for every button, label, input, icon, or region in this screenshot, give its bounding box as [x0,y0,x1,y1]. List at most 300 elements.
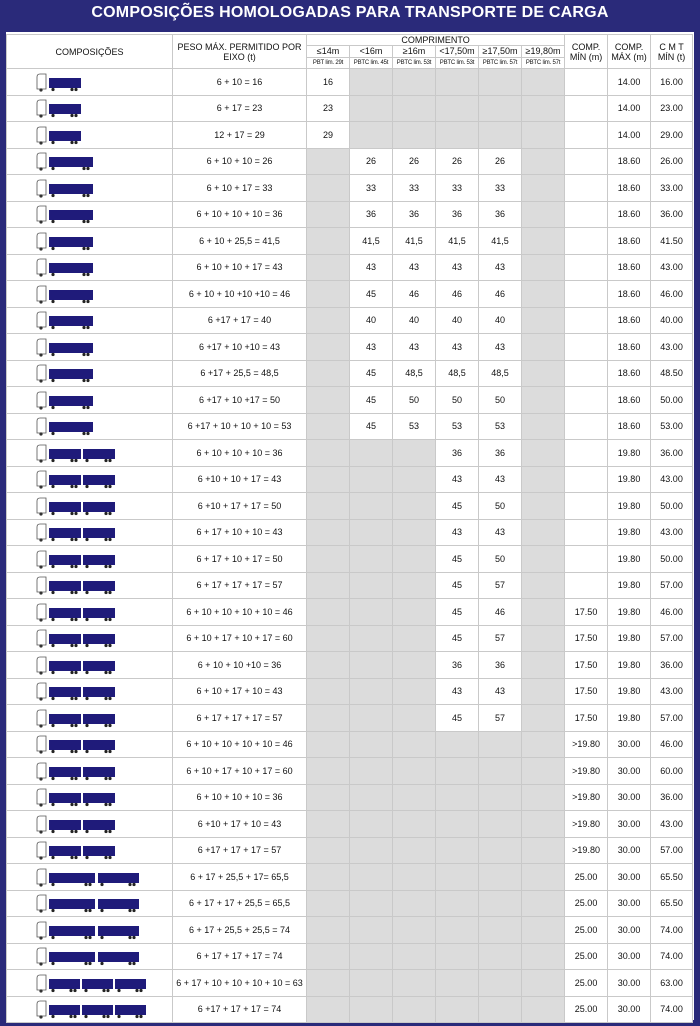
comp-max-cell: 30.00 [608,837,651,864]
length-cell: 43 [393,254,436,281]
length-cell [350,996,393,1023]
length-cell [307,678,350,705]
cmt-min-cell: 65.50 [651,864,693,891]
comp-max-cell: 30.00 [608,864,651,891]
table-row [7,413,693,440]
rigid-truck-icon [7,122,173,149]
table-row [7,731,693,758]
peso-cell: 6 + 10 + 17 = 33 [173,175,307,202]
cmt-min-cell: 57.00 [651,705,693,732]
comp-max-cell: 19.80 [608,652,651,679]
length-cell [307,254,350,281]
comp-min-cell [565,493,608,520]
peso-cell: 6 + 10 + 10 = 26 [173,148,307,175]
length-cell: 36 [479,652,522,679]
table-row [7,69,693,96]
table-row [7,546,693,573]
cmt-min-cell: 43.00 [651,254,693,281]
cmt-min-cell: 74.00 [651,943,693,970]
length-cell: 57 [479,705,522,732]
length-cell: 45 [436,705,479,732]
table-row [7,996,693,1023]
cmt-min-cell: 60.00 [651,758,693,785]
compositions-table [6,34,693,1023]
comp-min-cell [565,387,608,414]
length-cell: 26 [350,148,393,175]
cmt-min-cell: 43.00 [651,466,693,493]
comp-min-cell [565,334,608,361]
table-row [7,784,693,811]
header-comp-max: COMP. MÁX (m) [608,35,651,69]
length-cell [307,413,350,440]
length-cell [522,334,565,361]
comp-max-cell: 30.00 [608,970,651,997]
length-col-4: <17,50m [436,46,479,58]
length-cell [307,493,350,520]
cmt-min-cell: 40.00 [651,307,693,334]
comp-min-cell [565,440,608,467]
peso-cell: 12 + 17 = 29 [173,122,307,149]
length-cell [436,890,479,917]
length-cell [436,864,479,891]
cmt-min-cell: 48.50 [651,360,693,387]
length-cell [307,970,350,997]
peso-cell: 6 + 17 + 17 + 25,5 = 65,5 [173,890,307,917]
length-cell: 57 [479,572,522,599]
cmt-min-cell: 46.00 [651,731,693,758]
cmt-min-cell: 53.00 [651,413,693,440]
peso-cell: 6 +17 + 17 + 17 = 74 [173,996,307,1023]
length-cell: 26 [479,148,522,175]
length-cell [522,519,565,546]
header-cmt-min: C M T MÍN (t) [651,35,693,69]
comp-max-cell: 18.60 [608,254,651,281]
comp-max-cell: 19.80 [608,546,651,573]
double-trailer-icon [7,705,173,732]
length-cell: 41,5 [436,228,479,255]
length-cell [350,519,393,546]
long-combination-icon [7,864,173,891]
length-cell [307,519,350,546]
peso-cell: 6 + 17 + 10 + 17 = 50 [173,546,307,573]
comp-max-cell: 30.00 [608,890,651,917]
semi-trailer-icon [7,360,173,387]
semi-trailer-icon [7,228,173,255]
length-cell [393,519,436,546]
triple-trailer-icon [7,996,173,1023]
length-cell [522,122,565,149]
length-cell: 40 [436,307,479,334]
comp-max-cell: 19.80 [608,466,651,493]
peso-cell: 6 + 17 + 10 + 10 = 43 [173,519,307,546]
peso-cell: 6 +17 + 17 = 40 [173,307,307,334]
length-cell [350,466,393,493]
length-cell [350,970,393,997]
length-cell [307,917,350,944]
comp-min-cell [565,281,608,308]
table-row [7,758,693,785]
cmt-min-cell: 33.00 [651,175,693,202]
comp-min-cell [565,572,608,599]
peso-cell: 6 +17 + 10 + 10 + 10 = 53 [173,413,307,440]
length-cell [350,837,393,864]
length-cell [522,625,565,652]
length-cell [307,281,350,308]
table-row [7,307,693,334]
length-cell [307,996,350,1023]
double-trailer-icon [7,678,173,705]
peso-cell: 6 + 10 + 25,5 = 41,5 [173,228,307,255]
cmt-min-cell: 57.00 [651,837,693,864]
double-trailer-icon [7,440,173,467]
length-cell [522,69,565,96]
length-col-5: ≥17,50m [479,46,522,58]
length-cell [522,95,565,122]
double-trailer-icon [7,837,173,864]
cmt-min-cell: 43.00 [651,334,693,361]
length-cell: 46 [479,281,522,308]
length-cell: 36 [393,201,436,228]
length-cell: 36 [350,201,393,228]
length-cell [479,864,522,891]
length-cell [436,970,479,997]
table-row [7,705,693,732]
comp-max-cell: 19.80 [608,599,651,626]
length-cell [307,175,350,202]
cmt-min-cell: 50.00 [651,493,693,520]
cmt-min-cell: 41.50 [651,228,693,255]
limit-col-5: PBTC lim. 57t [479,58,522,69]
length-cell: 57 [479,625,522,652]
peso-cell: 6 +10 + 17 + 10 = 43 [173,811,307,838]
comp-min-cell: 17.50 [565,652,608,679]
length-cell [522,201,565,228]
length-cell: 45 [350,413,393,440]
length-cell: 46 [479,599,522,626]
length-cell [436,996,479,1023]
length-cell [522,784,565,811]
table-row [7,837,693,864]
comp-min-cell [565,307,608,334]
length-cell [350,811,393,838]
table-row [7,890,693,917]
comp-max-cell: 30.00 [608,996,651,1023]
peso-cell: 6 +10 + 17 + 17 = 50 [173,493,307,520]
length-cell [479,122,522,149]
length-cell [522,387,565,414]
peso-cell: 6 +10 + 10 + 17 = 43 [173,466,307,493]
comp-max-cell: 19.80 [608,519,651,546]
comp-min-cell: 25.00 [565,996,608,1023]
length-cell [350,122,393,149]
length-cell [307,466,350,493]
double-trailer-icon [7,546,173,573]
length-cell [350,652,393,679]
peso-cell: 6 + 10 + 10 + 10 = 36 [173,440,307,467]
comp-max-cell: 18.60 [608,360,651,387]
length-cell [522,175,565,202]
cmt-min-cell: 36.00 [651,652,693,679]
table-row [7,519,693,546]
length-cell [479,69,522,96]
length-cell [522,148,565,175]
length-cell: 40 [350,307,393,334]
length-cell [307,943,350,970]
peso-cell: 6 + 10 + 10 + 10 + 10 = 46 [173,599,307,626]
cmt-min-cell: 23.00 [651,95,693,122]
length-cell: 36 [436,201,479,228]
peso-cell: 6 + 10 + 10 +10 +10 = 46 [173,281,307,308]
length-cell [307,599,350,626]
cmt-min-cell: 36.00 [651,440,693,467]
table-row [7,466,693,493]
length-cell [522,572,565,599]
peso-cell: 6 + 17 + 17 + 17 = 74 [173,943,307,970]
comp-min-cell [565,360,608,387]
table-row [7,387,693,414]
triple-trailer-icon [7,970,173,997]
table-row [7,228,693,255]
length-cell [522,705,565,732]
page-title: COMPOSIÇÕES HOMOLOGADAS PARA TRANSPORTE DE CARGA [91,4,609,21]
length-cell [522,466,565,493]
length-cell: 45 [436,599,479,626]
double-trailer-icon [7,625,173,652]
length-cell [307,148,350,175]
length-cell [522,413,565,440]
length-cell [350,546,393,573]
cmt-min-cell: 74.00 [651,917,693,944]
comp-max-cell: 18.60 [608,413,651,440]
length-cell [522,254,565,281]
cmt-min-cell: 26.00 [651,148,693,175]
length-cell [522,996,565,1023]
comp-max-cell: 30.00 [608,758,651,785]
length-cell [479,784,522,811]
length-cell: 36 [436,440,479,467]
length-cell: 45 [436,493,479,520]
length-cell: 43 [479,254,522,281]
peso-cell: 6 + 17 + 10 + 10 + 10 + 10 = 63 [173,970,307,997]
length-cell [307,572,350,599]
length-cell [350,917,393,944]
length-cell [307,360,350,387]
comp-min-cell [565,519,608,546]
length-cell [307,705,350,732]
table-row [7,201,693,228]
length-cell [307,837,350,864]
comp-min-cell [565,228,608,255]
length-cell [307,758,350,785]
length-cell [436,731,479,758]
comp-max-cell: 30.00 [608,784,651,811]
length-cell [522,917,565,944]
table-body [7,69,693,1023]
length-cell: 26 [393,148,436,175]
length-cell [479,996,522,1023]
length-cell [393,705,436,732]
length-cell [307,440,350,467]
peso-cell: 6 + 10 + 10 + 10 = 36 [173,201,307,228]
comp-min-cell [565,201,608,228]
length-cell [350,493,393,520]
comp-min-cell: >19.80 [565,811,608,838]
semi-trailer-icon [7,281,173,308]
length-col-2: <16m [350,46,393,58]
peso-cell: 6 + 10 + 10 + 10 = 36 [173,784,307,811]
length-col-1: ≤14m [307,46,350,58]
length-cell [307,784,350,811]
length-cell [393,917,436,944]
length-cell [436,758,479,785]
length-cell [479,731,522,758]
length-cell [522,943,565,970]
length-cell [436,122,479,149]
comp-max-cell: 18.60 [608,334,651,361]
semi-trailer-icon [7,334,173,361]
length-cell [393,864,436,891]
peso-cell: 6 + 17 + 25,5 + 25,5 = 74 [173,917,307,944]
length-cell: 45 [436,546,479,573]
comp-min-cell [565,148,608,175]
comp-min-cell: 17.50 [565,705,608,732]
length-cell [393,758,436,785]
comp-min-cell [565,413,608,440]
double-trailer-icon [7,466,173,493]
cmt-min-cell: 43.00 [651,519,693,546]
length-cell [436,917,479,944]
length-cell: 43 [350,334,393,361]
table-row [7,334,693,361]
length-cell: 50 [393,387,436,414]
length-cell [350,784,393,811]
length-cell [350,890,393,917]
double-trailer-icon [7,811,173,838]
length-cell [393,970,436,997]
cmt-min-cell: 57.00 [651,572,693,599]
length-cell [393,599,436,626]
length-cell [393,731,436,758]
cmt-min-cell: 43.00 [651,811,693,838]
table-row [7,281,693,308]
length-cell [393,69,436,96]
cmt-min-cell: 63.00 [651,970,693,997]
cmt-min-cell: 74.00 [651,996,693,1023]
comp-min-cell [565,546,608,573]
length-cell [522,281,565,308]
length-cell [350,599,393,626]
length-cell [522,864,565,891]
length-cell [393,890,436,917]
rigid-truck-icon [7,95,173,122]
length-cell [522,599,565,626]
comp-min-cell: 25.00 [565,890,608,917]
cmt-min-cell: 36.00 [651,201,693,228]
comp-max-cell: 18.60 [608,175,651,202]
length-cell: 26 [436,148,479,175]
length-cell [393,811,436,838]
length-cell [393,943,436,970]
length-cell [522,493,565,520]
header-comprimento: COMPRIMENTO [307,35,565,46]
limit-col-1: PBT lim. 29t [307,58,350,69]
length-cell [350,678,393,705]
length-cell: 45 [350,360,393,387]
length-cell: 41,5 [350,228,393,255]
length-cell: 53 [436,413,479,440]
comp-min-cell [565,122,608,149]
peso-cell: 6 + 17 + 25,5 + 17= 65,5 [173,864,307,891]
comp-max-cell: 30.00 [608,917,651,944]
comp-max-cell: 19.80 [608,705,651,732]
cmt-min-cell: 16.00 [651,69,693,96]
table-row [7,148,693,175]
comp-min-cell: 25.00 [565,917,608,944]
length-cell [479,95,522,122]
length-cell: 50 [436,387,479,414]
comp-max-cell: 18.60 [608,281,651,308]
length-cell: 36 [479,201,522,228]
length-cell [350,731,393,758]
comp-max-cell: 18.60 [608,148,651,175]
comp-max-cell: 19.80 [608,493,651,520]
length-cell [307,811,350,838]
length-cell [436,784,479,811]
comp-max-cell: 18.60 [608,307,651,334]
length-cell: 53 [479,413,522,440]
cmt-min-cell: 46.00 [651,599,693,626]
length-cell [307,387,350,414]
length-cell [393,678,436,705]
cmt-min-cell: 46.00 [651,281,693,308]
length-cell: 40 [479,307,522,334]
peso-cell: 6 + 17 + 17 + 17 = 57 [173,705,307,732]
length-cell [393,625,436,652]
length-cell [522,758,565,785]
table-row [7,360,693,387]
length-cell: 43 [479,678,522,705]
cmt-min-cell: 29.00 [651,122,693,149]
length-cell [350,864,393,891]
length-cell [393,493,436,520]
length-cell [350,440,393,467]
comp-max-cell: 18.60 [608,228,651,255]
length-cell: 43 [350,254,393,281]
length-cell [393,837,436,864]
length-cell [307,652,350,679]
length-cell: 33 [479,175,522,202]
length-cell [350,758,393,785]
length-cell [307,864,350,891]
comp-max-cell: 30.00 [608,731,651,758]
length-col-6: ≥19,80m [522,46,565,58]
peso-cell: 6 + 10 + 17 + 10 + 17 = 60 [173,625,307,652]
length-cell: 33 [436,175,479,202]
length-cell [522,652,565,679]
peso-cell: 6 +17 + 17 + 17 = 57 [173,837,307,864]
length-cell [393,572,436,599]
length-cell [522,440,565,467]
table-row [7,572,693,599]
length-cell [393,122,436,149]
table-row [7,175,693,202]
length-cell: 45 [436,625,479,652]
table-row [7,864,693,891]
double-trailer-icon [7,731,173,758]
length-cell: 45 [436,572,479,599]
table-row [7,493,693,520]
peso-cell: 6 + 10 + 17 + 10 + 17 = 60 [173,758,307,785]
